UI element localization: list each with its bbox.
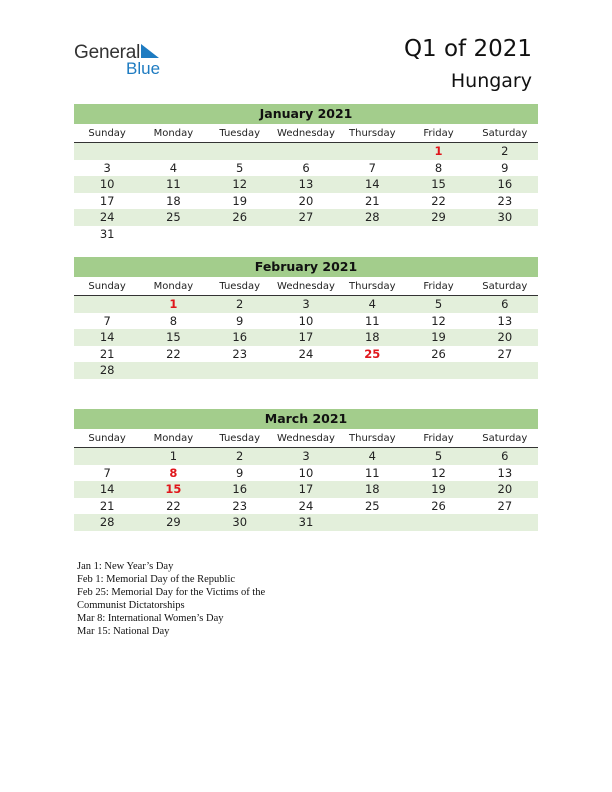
weekday-label: Monday: [153, 281, 194, 292]
day-cell: 3: [302, 297, 310, 311]
weekday-label: Monday: [153, 433, 194, 444]
day-cell: 19: [232, 193, 248, 208]
logo-general-text: General: [74, 42, 141, 63]
weekday-label: Saturday: [482, 128, 528, 139]
weekday-label: Thursday: [349, 281, 396, 292]
day-cell: 28: [364, 210, 380, 224]
day-cell: 29: [166, 515, 181, 529]
day-cell: 13: [298, 177, 314, 191]
day-cell: [273, 226, 339, 243]
day-cell: [339, 362, 405, 379]
day-cell: 11: [364, 465, 380, 480]
day-cell: [207, 226, 273, 243]
week-row: [74, 448, 538, 465]
day-cell: 13: [497, 465, 513, 480]
weekday-label: Friday: [423, 281, 454, 292]
day-cell: 10: [99, 177, 115, 191]
week-row: [74, 143, 538, 160]
day-cell: 27: [497, 498, 513, 513]
day-cell: 1: [169, 449, 178, 463]
day-cell: 20: [497, 482, 513, 496]
day-cell: 18: [364, 482, 380, 496]
day-cell: 11: [166, 177, 181, 191]
week-row: [74, 346, 538, 363]
day-cell: 15: [431, 177, 446, 191]
day-cell: 24: [298, 498, 314, 513]
day-cell: 16: [232, 330, 248, 344]
day-cell: 6: [501, 449, 509, 463]
page-title: Q1 of 2021: [403, 36, 532, 62]
day-cell: 24: [298, 346, 314, 361]
day-cell: 12: [431, 313, 446, 328]
day-cell: 12: [431, 465, 446, 480]
weekday-label: Tuesday: [219, 433, 261, 444]
day-cell: [273, 143, 339, 160]
day-cell: 30: [232, 515, 248, 529]
day-cell: [273, 362, 339, 379]
day-cell: [472, 514, 538, 531]
day-cell: [405, 362, 471, 379]
day-cell: 9: [501, 160, 509, 175]
day-cell: 26: [431, 498, 446, 513]
day-cell: 21: [364, 193, 380, 208]
week-row: [74, 160, 538, 177]
day-cell: 9: [236, 313, 244, 328]
day-cell: 20: [298, 193, 314, 208]
day-cell: 18: [364, 330, 380, 344]
day-cell: 5: [236, 160, 244, 175]
holiday-note: Mar 15: National Day: [77, 626, 170, 637]
day-cell: 20: [497, 330, 513, 344]
day-cell: 6: [302, 160, 310, 175]
weekday-header: [74, 278, 538, 296]
week-row: [74, 465, 538, 482]
weekday-label: Sunday: [88, 128, 126, 139]
day-cell: [74, 448, 140, 465]
day-cell: [472, 226, 538, 243]
day-cell: 3: [302, 449, 310, 463]
day-cell: 19: [431, 482, 446, 496]
day-cell: 5: [434, 449, 443, 463]
weekday-label: Saturday: [482, 433, 528, 444]
week-row: [74, 313, 538, 330]
week-row: [74, 193, 538, 210]
weekday-label: Wednesday: [277, 128, 335, 139]
day-cell: 11: [364, 313, 380, 328]
holiday-note: Mar 8: International Women’s Day: [77, 613, 224, 624]
day-cell: 15: [166, 330, 181, 344]
day-cell: [140, 362, 206, 379]
day-cell: [405, 514, 471, 531]
weekday-label: Thursday: [349, 433, 396, 444]
logo-blue-text: Blue: [126, 59, 161, 78]
day-cell: 16: [232, 482, 248, 496]
day-cell: 27: [298, 210, 314, 224]
weekday-label: Tuesday: [219, 128, 261, 139]
week-row: [74, 481, 538, 498]
day-cell: [339, 143, 405, 160]
day-cell: 25: [166, 210, 181, 224]
day-cell: 2: [501, 144, 509, 158]
week-row: [74, 329, 538, 346]
day-cell: 4: [169, 160, 178, 175]
week-row: [74, 498, 538, 515]
day-cell: 2: [236, 297, 244, 311]
day-cell: 23: [232, 346, 248, 361]
day-cell: 1: [434, 144, 443, 158]
day-cell: 8: [169, 313, 178, 328]
month-title: February 2021: [74, 257, 538, 277]
day-cell: 17: [298, 482, 314, 496]
day-cell: [472, 362, 538, 379]
day-cell: 5: [434, 297, 443, 311]
day-cell: 19: [431, 330, 446, 344]
day-cell: 26: [431, 346, 446, 361]
day-cell: 14: [364, 177, 380, 191]
day-cell: 21: [99, 346, 115, 361]
day-cell: 9: [236, 465, 244, 480]
weekday-label: Wednesday: [277, 281, 335, 292]
weekday-label: Sunday: [88, 433, 126, 444]
week-row: [74, 362, 538, 379]
day-cell: 16: [497, 177, 513, 191]
week-row: [74, 176, 538, 193]
day-cell: 28: [99, 515, 115, 529]
month-calendar: [74, 104, 538, 242]
day-cell: 31: [99, 226, 115, 241]
week-row: [74, 226, 538, 243]
day-cell: 31: [298, 515, 314, 529]
day-cell: 23: [497, 193, 513, 208]
day-cell: 22: [166, 346, 181, 361]
day-cell: 25: [364, 498, 380, 513]
day-cell: [74, 143, 140, 160]
weekday-label: Sunday: [88, 281, 126, 292]
week-row: [74, 296, 538, 313]
weekday-header: [74, 125, 538, 143]
logo-flag-icon: [141, 44, 159, 58]
holiday-note: Jan 1: New Year’s Day: [77, 561, 174, 572]
day-cell: 22: [431, 193, 446, 208]
day-cell: 25: [364, 346, 381, 361]
day-cell: [339, 226, 405, 243]
day-cell: 26: [232, 210, 248, 224]
holiday-note: Feb 1: Memorial Day of the Republic: [77, 574, 236, 585]
day-cell: 8: [169, 465, 178, 480]
day-cell: 29: [431, 210, 446, 224]
month-calendar: [74, 409, 538, 531]
weekday-label: Wednesday: [277, 433, 335, 444]
weekday-label: Friday: [423, 128, 454, 139]
holiday-note: Feb 25: Memorial Day for the Victims of the Communist Dictatorships: [77, 587, 266, 611]
day-cell: 7: [368, 160, 376, 175]
day-cell: 17: [99, 193, 115, 208]
weekday-label: Saturday: [482, 281, 528, 292]
day-cell: 1: [169, 297, 178, 311]
day-cell: [207, 362, 273, 379]
weekday-label: Monday: [153, 128, 194, 139]
day-cell: [339, 514, 405, 531]
country-name: Hungary: [450, 70, 532, 92]
weekday-label: Friday: [423, 433, 454, 444]
day-cell: 17: [298, 330, 314, 344]
day-cell: 13: [497, 313, 513, 328]
month-calendar: [74, 257, 538, 379]
day-cell: 14: [99, 482, 115, 496]
day-cell: [74, 296, 140, 313]
month-title: January 2021: [74, 104, 538, 124]
day-cell: 7: [103, 313, 111, 328]
day-cell: 2: [236, 449, 244, 463]
week-row: [74, 514, 538, 531]
holiday-notes: [77, 560, 265, 638]
week-row: [74, 209, 538, 226]
day-cell: [405, 226, 471, 243]
day-cell: 27: [497, 346, 513, 361]
day-cell: 21: [99, 498, 115, 513]
weekday-label: Tuesday: [219, 281, 261, 292]
month-title: March 2021: [74, 409, 538, 429]
day-cell: 23: [232, 498, 248, 513]
day-cell: 24: [99, 210, 115, 224]
day-cell: 28: [99, 363, 115, 377]
day-cell: 22: [166, 498, 181, 513]
day-cell: [140, 226, 206, 243]
day-cell: 4: [368, 449, 376, 463]
day-cell: 8: [434, 160, 443, 175]
day-cell: 6: [501, 297, 509, 311]
day-cell: 30: [497, 210, 513, 224]
day-cell: 4: [368, 297, 376, 311]
day-cell: 14: [99, 330, 115, 344]
day-cell: 7: [103, 465, 111, 480]
day-cell: 15: [165, 482, 182, 496]
day-cell: 10: [298, 465, 314, 480]
day-cell: [207, 143, 273, 160]
logo: [74, 42, 161, 78]
weekday-label: Thursday: [349, 128, 396, 139]
day-cell: 3: [103, 160, 111, 175]
day-cell: 12: [232, 177, 248, 191]
day-cell: 10: [298, 313, 314, 328]
day-cell: [140, 143, 206, 160]
day-cell: 18: [166, 193, 181, 208]
weekday-header: [74, 430, 538, 448]
